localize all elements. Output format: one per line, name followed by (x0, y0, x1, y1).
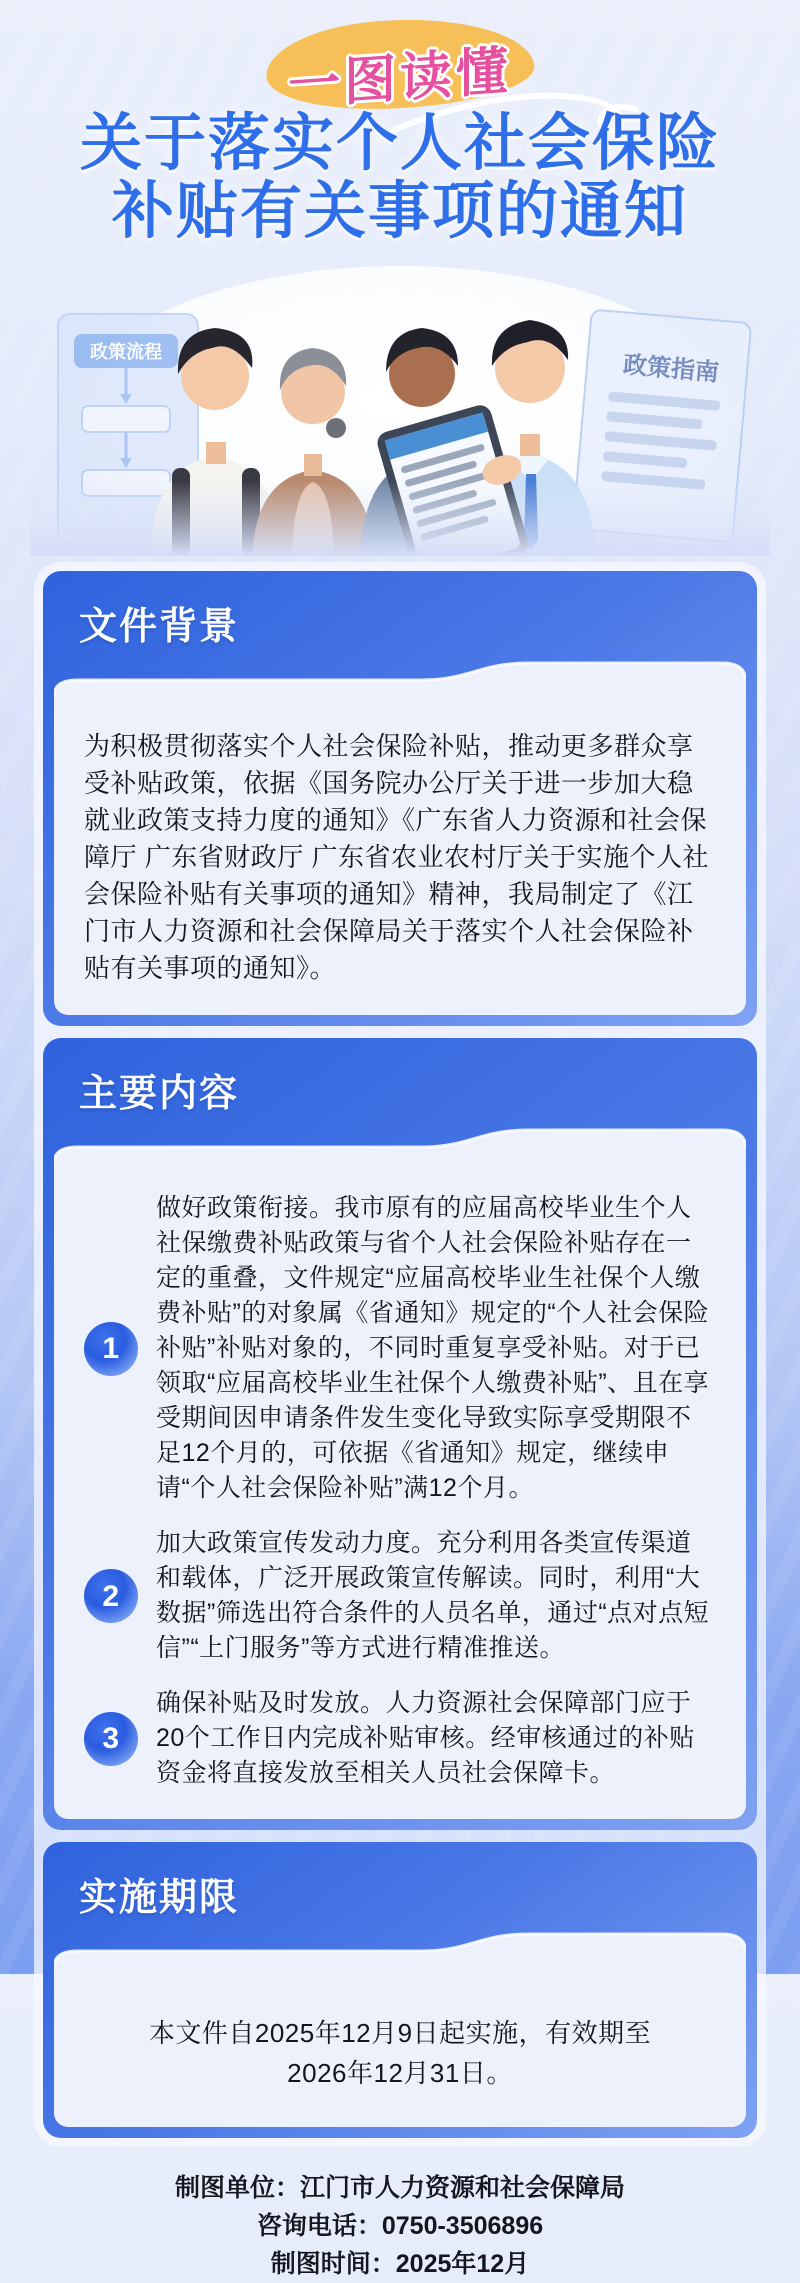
list-item-2 (84, 1526, 716, 1666)
number-badge-2: 2 (84, 1569, 138, 1623)
guide-label: 政策指南 (622, 351, 720, 388)
section-heading: 实施期限 (79, 1877, 240, 1920)
section-body: 为积极贯彻落实个人社会保险补贴，推动更多群众享受补贴政策，依据《国务院办公厅关于进一步加大稳就业政策支持力度的通知》《广东省人力资源和社会保障厅 广东省财政厅 广东省农业农村厅关于实施个人社会保险补贴有关事项的通知》精神，我局制定了《江门市人力资源和社会保障局关于落实个人社会保险补贴有关事项的通知》。 (54, 714, 746, 1015)
period-text: 本文件自2025年12月9日起实施，有效期至2026年12月31日。 (148, 2018, 652, 2089)
section-heading: 主要内容 (79, 1073, 240, 1116)
wave-edge (54, 1127, 746, 1181)
page-title-line2: 补贴有关事项的通知 (111, 177, 688, 247)
page-title (0, 110, 800, 246)
wave-edge (54, 660, 746, 714)
header-badge (0, 0, 800, 116)
section-document-background (43, 571, 757, 1026)
list-item-1 (84, 1191, 716, 1506)
section-main-content (43, 1038, 757, 1830)
footer-date: 制图时间：2025年12月 (270, 2250, 530, 2279)
number-badge-3: 3 (84, 1712, 138, 1766)
wave-edge (54, 1931, 746, 1985)
content-panel (34, 562, 766, 2147)
item-text: 做好政策衔接。我市原有的应届高校毕业生个人社保缴费补贴政策与省个人社会保险补贴存在一定的重叠，文件规定“应届高校毕业生社保个人缴费补贴”的对象属《省通知》规定的“个人社会保险补贴”补贴对象的，不同时重复享受补贴。对于已领取“应届高校毕业生社保个人缴费补贴”、且在享受期间因申请条件发生变化导致实际享受期限不足12个月的，可依据《省通知》规定，继续申请“个人社会保险补贴”满12个月。 (156, 1194, 710, 1503)
badge-label: 一图读懂 (288, 42, 512, 116)
footer-phone: 咨询电话：0750-3506896 (256, 2212, 544, 2241)
number-badge-1: 1 (84, 1322, 138, 1376)
footer (0, 2169, 800, 2283)
footer-issuer: 制图单位：江门市人力资源和社会保障局 (174, 2174, 625, 2203)
section-implementation-period (43, 1842, 757, 2138)
policy-illustration (30, 256, 770, 556)
flowchart-label: 政策流程 (90, 342, 162, 363)
section-heading: 文件背景 (79, 606, 240, 649)
section-body (54, 1985, 746, 2127)
item-text: 确保补贴及时发放。人力资源社会保障部门应于20个工作日内完成补贴审核。经审核通过的补贴资金将直接发放至相关人员社会保障卡。 (156, 1689, 695, 1788)
page-title-line1: 关于落实个人社会保险 (79, 109, 720, 178)
item-text: 加大政策宣传发动力度。充分利用各类宣传渠道和载体，广泛开展政策宣传解读。同时，利用“大数据”筛选出符合条件的人员名单，通过“点对点短信”“上门服务”等方式进行精准推送。 (156, 1529, 710, 1663)
list-item-3 (84, 1686, 716, 1791)
section-items (54, 1181, 746, 1819)
people-reading-tablet-illustration (30, 256, 770, 556)
